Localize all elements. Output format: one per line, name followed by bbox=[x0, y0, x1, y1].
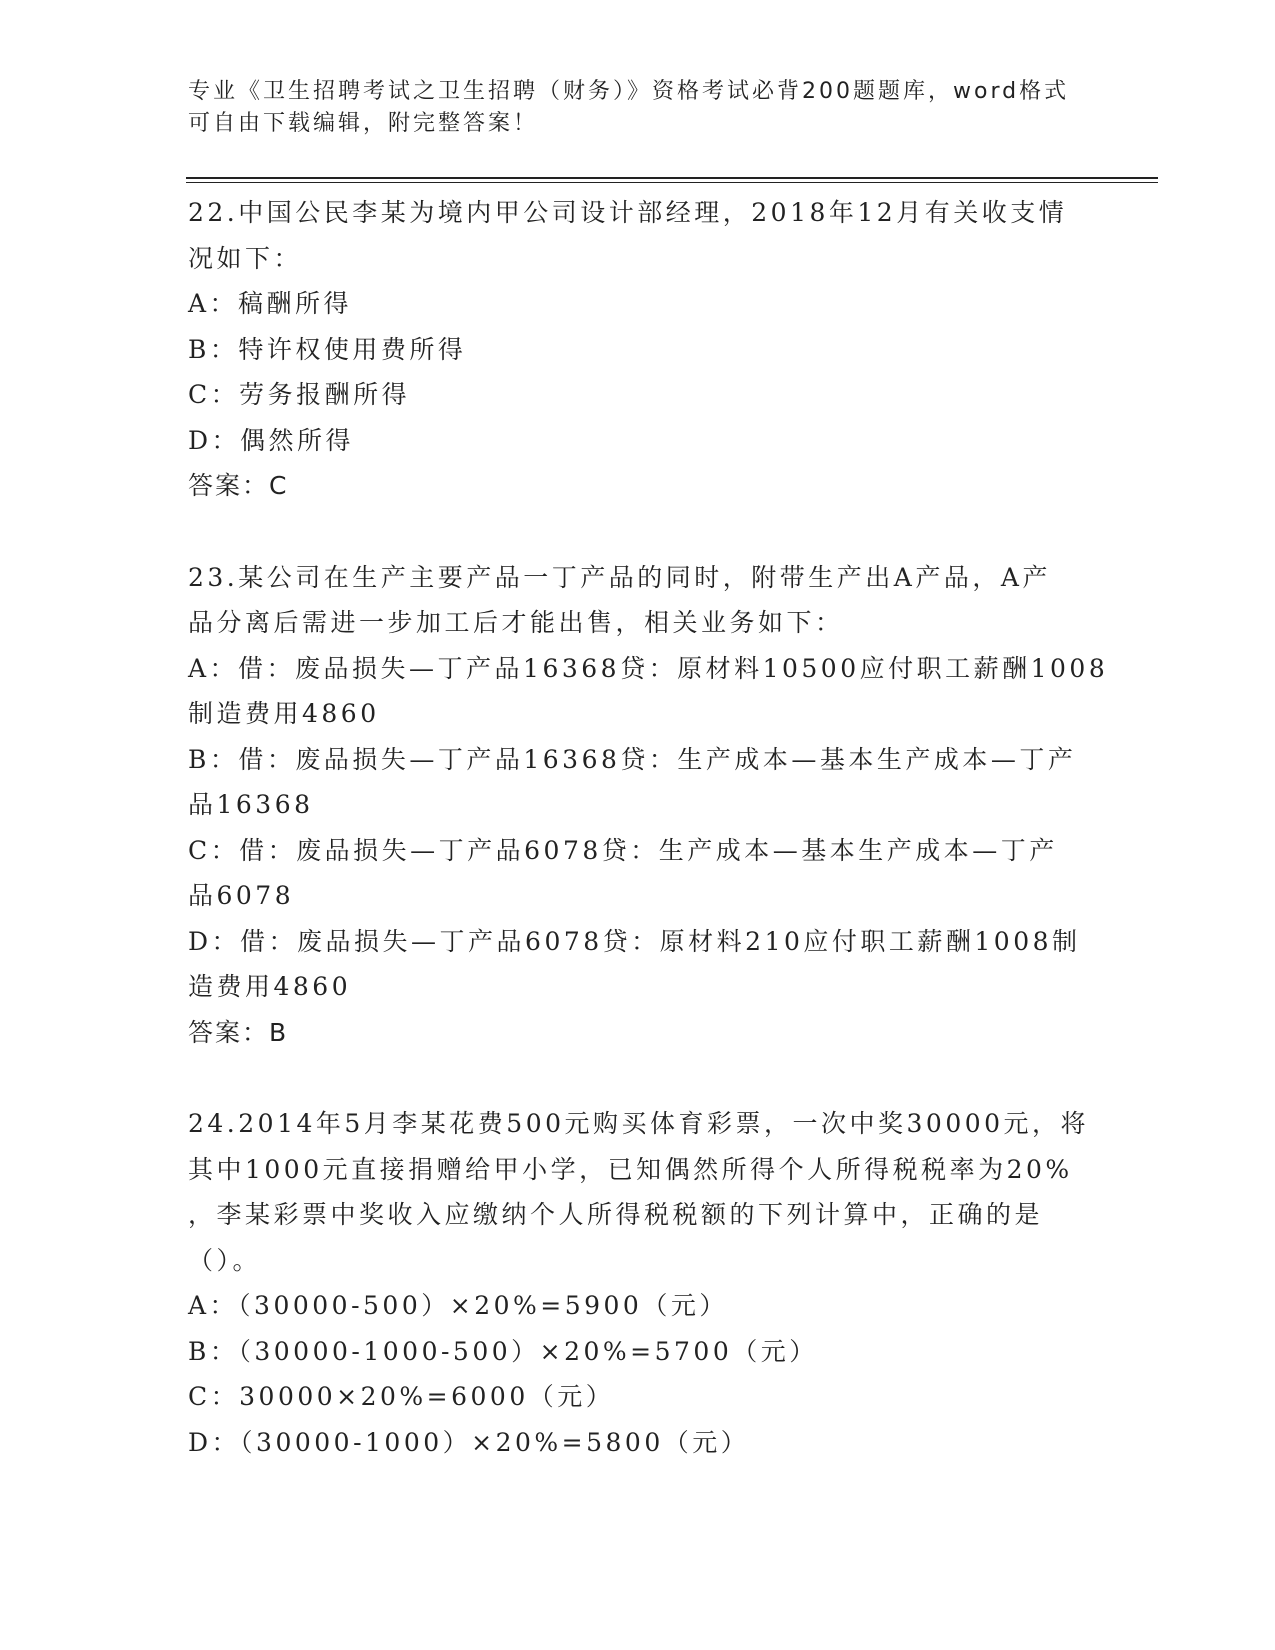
option-a: A：借：废品损失—丁产品16368贷：原材料10500应付职工薪酬1008 bbox=[188, 653, 1109, 683]
option-d: D：（30000-1000）×20%=5800（元） bbox=[188, 1427, 750, 1457]
question-23 bbox=[188, 555, 1109, 1056]
option-b: B：（30000-1000-500）×20%=5700（元） bbox=[188, 1336, 818, 1366]
question-stem: 23.某公司在生产主要产品一丁产品的同时，附带生产出A产品，A产 bbox=[188, 562, 1051, 592]
header-title-line: 专业《卫生招聘考试之卫生招聘（财务）》资格考试必背200题题库，word格式 bbox=[188, 79, 1070, 104]
question-stem: 24.2014年5月李某花费500元购买体育彩票，一次中奖30000元，将 bbox=[188, 1109, 1090, 1138]
option-c-continued: 品6078 bbox=[188, 881, 295, 910]
document-header bbox=[188, 76, 1078, 140]
option-b: B：特许权使用费所得 bbox=[188, 334, 467, 364]
option-d: D：偶然所得 bbox=[188, 425, 355, 455]
option-d-continued: 造费用4860 bbox=[188, 972, 352, 1001]
option-c: C：劳务报酬所得 bbox=[188, 380, 411, 409]
answer-line: 答案：B bbox=[188, 1017, 289, 1047]
answer-line: 答案：C bbox=[188, 471, 289, 500]
question-stem: （）。 bbox=[188, 1245, 262, 1275]
header-divider bbox=[186, 177, 1158, 183]
question-stem: ，李某彩票中奖收入应缴纳个人所得税税额的下列计算中，正确的是 bbox=[188, 1200, 1044, 1229]
option-a-continued: 制造费用4860 bbox=[188, 699, 380, 728]
option-a: A：（30000-500）×20%=5900（元） bbox=[188, 1291, 728, 1320]
question-22 bbox=[188, 190, 1088, 509]
question-24 bbox=[188, 1101, 1088, 1465]
question-stem: 品分离后需进一步加工后才能出售，相关业务如下： bbox=[188, 608, 844, 637]
question-list bbox=[188, 190, 1109, 1465]
option-c: C：30000×20%=6000（元） bbox=[188, 1382, 615, 1411]
question-stem: 况如下： bbox=[188, 243, 303, 273]
question-stem: 22.中国公民李某为境内甲公司设计部经理，2018年12月有关收支情 bbox=[188, 198, 1068, 227]
header-subtitle-line: 可自由下载编辑，附完整答案！ bbox=[188, 111, 539, 136]
option-d: D：借：废品损失—丁产品6078贷：原材料210应付职工薪酬1008制 bbox=[188, 926, 1081, 956]
option-c: C：借：废品损失—丁产品6078贷：生产成本—基本生产成本—丁产 bbox=[188, 835, 1058, 865]
option-a: A：稿酬所得 bbox=[188, 289, 353, 318]
option-b: B：借：废品损失—丁产品16368贷：生产成本—基本生产成本—丁产 bbox=[188, 744, 1077, 774]
question-stem: 其中1000元直接捐赠给甲小学，已知偶然所得个人所得税税率为20% bbox=[188, 1154, 1073, 1184]
option-b-continued: 品16368 bbox=[188, 790, 314, 819]
